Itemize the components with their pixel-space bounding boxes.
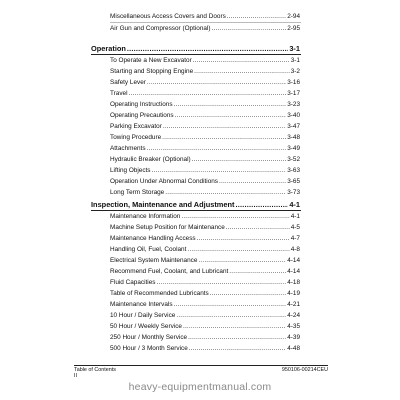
- toc-entry-page: 3-17: [287, 90, 300, 97]
- toc-entry: [110, 25, 300, 33]
- toc-entry-title: Starting and Stopping Engine: [110, 68, 194, 75]
- toc-entry-title: To Operate a New Excavator: [110, 57, 192, 64]
- toc-entry-title: Maintenance Information: [110, 213, 181, 220]
- toc-entry-title: Operating Instructions: [110, 101, 173, 108]
- toc-entry-page: 4-19: [287, 290, 300, 297]
- toc-entry: [110, 323, 300, 331]
- divider: [110, 22, 301, 23]
- toc-entry-title: Machine Setup Position for Maintenance: [110, 224, 225, 231]
- toc-entry-page: 3-63: [287, 167, 300, 174]
- footer-document-number: 950106-00214CEU: [281, 367, 328, 373]
- toc-entry: [110, 90, 300, 98]
- dot-leader: [175, 112, 287, 120]
- dot-leader: [174, 301, 287, 309]
- toc-section-title: Inspection, Maintenance and Adjustment: [91, 200, 235, 209]
- dot-leader: [147, 145, 287, 153]
- toc-section-page: 3-1: [289, 44, 300, 53]
- toc-section-page: 4-1: [289, 200, 300, 209]
- toc-entry-title: Travel: [110, 90, 128, 97]
- toc-entry-page: 2-95: [287, 25, 300, 32]
- toc-entry: [110, 57, 300, 65]
- dot-leader: [198, 257, 286, 265]
- toc-entry: [110, 268, 300, 276]
- dot-leader: [187, 246, 289, 254]
- toc-entry: [110, 79, 300, 87]
- toc-entry-title: 250 Hour / Monthly Service: [110, 334, 188, 341]
- dot-leader: [189, 345, 286, 353]
- toc-entry-page: 3-2: [290, 68, 300, 75]
- toc-entry: [110, 101, 300, 109]
- toc-entry: [110, 189, 300, 197]
- toc-entry-title: Long Term Storage: [110, 189, 165, 196]
- dot-leader: [152, 167, 287, 175]
- toc-entry-page: 3-40: [287, 112, 300, 119]
- footer-left: [74, 367, 116, 379]
- toc-entry-title: Hydraulic Breaker (Optional): [110, 156, 191, 163]
- toc-entry: [110, 279, 300, 287]
- toc-section-heading: [91, 200, 300, 209]
- toc-entry-page: 4-48: [287, 345, 300, 352]
- toc-entry: [110, 334, 300, 342]
- toc-entry-title: Safety Lever: [110, 79, 146, 86]
- toc-entry: [110, 68, 300, 76]
- dot-leader: [156, 279, 286, 287]
- dot-leader: [192, 156, 287, 164]
- toc-entry-page: 4-24: [287, 312, 300, 319]
- toc-entry-page: 4-1: [290, 213, 300, 220]
- dot-leader: [127, 44, 288, 53]
- toc-entry-page: 4-14: [287, 268, 300, 275]
- toc-entry-title: Operating Precautions: [110, 112, 174, 119]
- toc-entry-page: 4-18: [287, 279, 300, 286]
- toc-entry-page: 3-1: [290, 57, 300, 64]
- toc-entry-title: Maintenance Handling Access: [110, 235, 196, 242]
- toc-entry: [110, 178, 300, 186]
- dot-leader: [193, 57, 290, 65]
- dot-leader: [176, 312, 286, 320]
- footer-section-name: Table of Contents: [74, 367, 116, 373]
- toc-entry-page: 4-7: [290, 235, 300, 242]
- dot-leader: [229, 268, 286, 276]
- toc-entry-page: 3-73: [287, 189, 300, 196]
- toc-entry: [110, 167, 300, 175]
- toc-entry: [110, 156, 300, 164]
- toc-entry-title: 500 Hour / 3 Month Service: [110, 345, 188, 352]
- toc-entry-page: 4-35: [287, 323, 300, 330]
- section-rule: [91, 210, 301, 211]
- toc-section-title: Operation: [91, 44, 126, 53]
- toc-entry-page: 3-65: [287, 178, 300, 185]
- dot-leader: [162, 134, 286, 142]
- toc-entry: [110, 345, 300, 353]
- dot-leader: [197, 235, 290, 243]
- toc-entry-title: 50 Hour / Weekly Service: [110, 323, 182, 330]
- dot-leader: [165, 189, 286, 197]
- toc-entry-title: Maintenance Intervals: [110, 301, 173, 308]
- footer-rule: [74, 365, 328, 366]
- watermark: heavy-equipmentmanual.com: [128, 381, 272, 393]
- dot-leader: [129, 90, 287, 98]
- toc-entry-page: 3-49: [287, 145, 300, 152]
- toc-entry-page: 3-52: [287, 156, 300, 163]
- dot-leader: [188, 334, 286, 342]
- toc-entry-page: 4-14: [287, 257, 300, 264]
- toc-entry-page: 4-5: [290, 224, 300, 231]
- toc-entry-title: Handling Oil, Fuel, Coolant: [110, 246, 187, 253]
- toc-entry: [110, 246, 300, 254]
- dot-leader: [174, 101, 287, 109]
- toc-entry: [110, 224, 300, 232]
- toc-entry-title: Attachments: [110, 145, 146, 152]
- toc-entry-title: Parking Excavator: [110, 123, 162, 130]
- toc-entry-title: 10 Hour / Daily Service: [110, 312, 176, 319]
- dot-leader: [181, 213, 289, 221]
- dot-leader: [226, 224, 290, 232]
- toc-entry-page: 3-48: [287, 134, 300, 141]
- toc-entry: [110, 134, 300, 142]
- toc-entry-title: Fluid Capacities: [110, 279, 156, 286]
- toc-entry: [110, 123, 300, 131]
- dot-leader: [212, 25, 287, 33]
- toc-entry-title: Recommend Fuel, Coolant, and Lubricant: [110, 268, 229, 275]
- toc-entry-page: 3-23: [287, 101, 300, 108]
- dot-leader: [227, 13, 286, 21]
- toc-entry: [110, 290, 300, 298]
- toc-entry-page: 4-39: [287, 334, 300, 341]
- dot-leader: [194, 68, 290, 76]
- dot-leader: [210, 290, 286, 298]
- dot-leader: [219, 178, 286, 186]
- toc-entry: [110, 312, 300, 320]
- toc-entry: [110, 13, 300, 21]
- toc-entry: [110, 301, 300, 309]
- toc-entry: [110, 213, 300, 221]
- toc-entry-page: 3-47: [287, 123, 300, 130]
- toc-entry-page: 4-21: [287, 301, 300, 308]
- footer-page-number: II: [74, 373, 77, 379]
- toc-entry: [110, 257, 300, 265]
- toc-entry-title: Miscellaneous Access Covers and Doors: [110, 13, 226, 20]
- dot-leader: [183, 323, 286, 331]
- toc-entry-title: Operation Under Abnormal Conditions: [110, 178, 218, 185]
- section-rule: [91, 54, 301, 55]
- toc-entry-page: 4-8: [290, 246, 300, 253]
- toc-entry-title: Air Gun and Compressor (Optional): [110, 25, 211, 32]
- toc-section-heading: [91, 44, 300, 53]
- dot-leader: [163, 123, 286, 131]
- toc-entry-page: 2-94: [287, 13, 300, 20]
- toc-entry-title: Lifting Objects: [110, 167, 151, 174]
- toc-entry-title: Electrical System Maintenance: [110, 257, 198, 264]
- toc-entry-page: 3-16: [287, 79, 300, 86]
- toc-entry: [110, 235, 300, 243]
- toc-entry: [110, 145, 300, 153]
- toc-entry-title: Table of Recommended Lubricants: [110, 290, 209, 297]
- toc-entry: [110, 112, 300, 120]
- dot-leader: [235, 200, 288, 209]
- dot-leader: [147, 79, 286, 87]
- toc-entry-title: Towing Procedure: [110, 134, 162, 141]
